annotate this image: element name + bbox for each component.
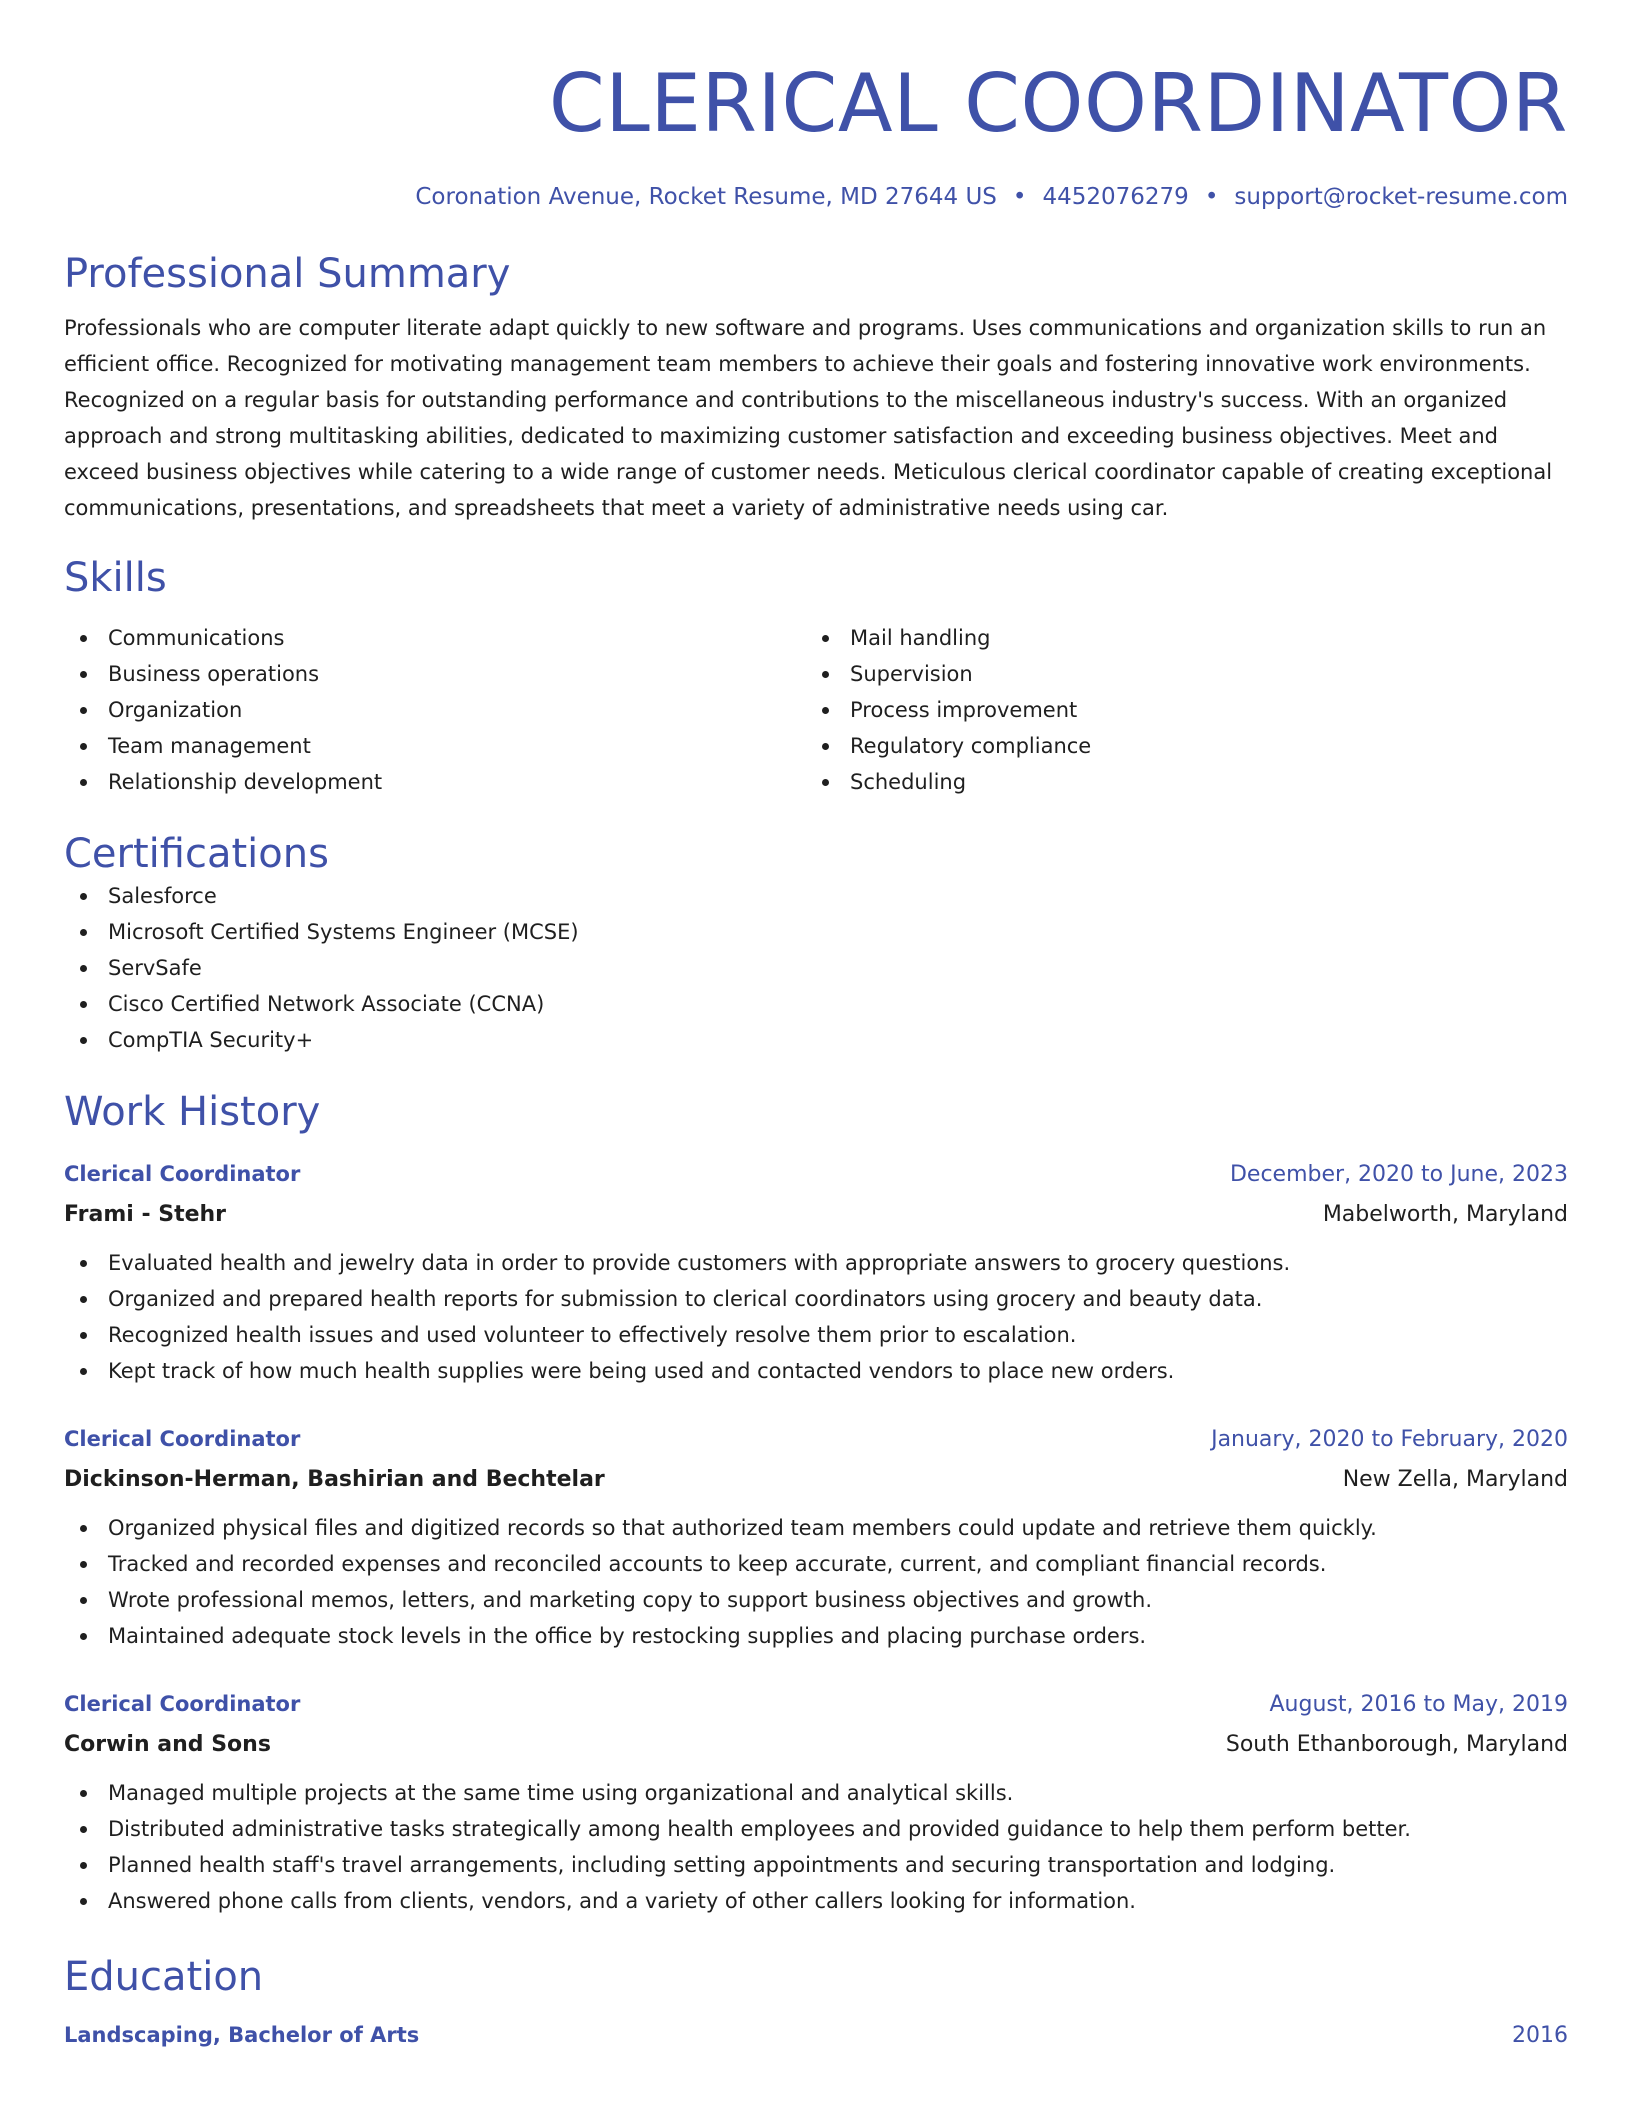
job-dates: August, 2016 to May, 2019 [1269,1692,1568,1717]
job-company-row [64,1195,1568,1235]
skills-left-list [64,620,806,800]
resume-page [64,0,1568,2056]
job-company-row [64,1725,1568,1765]
resume-name: CLERICAL COORDINATOR [548,57,1568,150]
job-dates: December, 2020 to June, 2023 [1229,1162,1568,1187]
job-bullet: Organized physical files and digitized records so that authorized team members could update and retrieve them quickly. [64,1510,1568,1546]
job-location: New Zella, Maryland [1342,1467,1568,1492]
job-header-row [64,1154,1568,1195]
job-bullet: Planned health staff's travel arrangements, including setting appointments and securing transportation and lodging. [64,1847,1568,1883]
contact-separator: • [1204,184,1219,210]
job-bullet: Evaluated health and jewelry data in order to provide customers with appropriate answers to grocery questions. [64,1245,1568,1281]
job-location: Mabelworth, Maryland [1322,1202,1568,1227]
job-bullet: Wrote professional memos, letters, and marketing copy to support business objectives and growth. [64,1582,1568,1618]
contact-phone[interactable]: 4452076279 [1042,184,1189,210]
job-bullet: Managed multiple projects at the same time using organizational and analytical skills. [64,1775,1568,1811]
contact-address: Coronation Avenue, Rocket Resume, MD 27644 US [415,184,997,210]
job-bullet: Answered phone calls from clients, vendors, and a variety of other callers looking for information. [64,1883,1568,1919]
skill-item: Organization [64,692,806,728]
job-bullet: Distributed administrative tasks strategically among health employees and provided guidance to help them perform better. [64,1811,1568,1847]
job-entry [64,1684,1568,1919]
certification-item: Microsoft Certified Systems Engineer (MCSE) [64,914,1568,950]
skill-item: Supervision [806,656,1548,692]
job-bullet: Maintained adequate stock levels in the office by restocking supplies and placing purchase orders. [64,1618,1568,1654]
job-bullet: Tracked and recorded expenses and reconciled accounts to keep accurate, current, and compliant financial records. [64,1546,1568,1582]
education-row [64,2015,1568,2056]
job-location: South Ethanborough, Maryland [1225,1732,1568,1757]
job-header-row [64,1684,1568,1725]
education-year: 2016 [1512,2023,1568,2048]
job-bullets [64,1775,1568,1919]
contact-separator: • [1012,184,1027,210]
certifications-heading: Certifications [64,831,329,877]
job-company: Dickinson-Herman, Bashirian and Bechtelar [64,1467,605,1492]
job-entry [64,1154,1568,1389]
job-header-row [64,1419,1568,1460]
certification-item: Salesforce [64,878,1568,914]
job-entry [64,1419,1568,1654]
contact-email[interactable]: support@rocket-resume.com [1234,184,1568,210]
skills-heading: Skills [64,555,167,601]
work-history-heading: Work History [64,1089,321,1135]
skill-item: Regulatory compliance [806,728,1548,764]
job-title: Clerical Coordinator [64,1692,301,1716]
summary-text: Professionals who are computer literate adapt quickly to new software and programs. Uses communications and organization skills to run an efficient office. Recognized for motivating management team members to achieve their goals and fostering innovative work environments. Recognized on a regular basis for outstanding performance and contributions to the miscellaneous industry's success. With an organized approach and strong multitasking abilities, dedicated to maximizing customer satisfaction and exceeding business objectives. Meet and exceed business objectives while catering to a wide range of customer needs. Meticulous clerical coordinator capable of creating exceptional communications, presentations, and spreadsheets that meet a variety of administrative needs using car. [64,316,1553,520]
skill-item: Communications [64,620,806,656]
certification-item: ServSafe [64,950,1568,986]
contact-line [64,182,1568,212]
education-entry [64,2015,1568,2056]
skill-item: Relationship development [64,764,806,800]
job-bullet: Kept track of how much health supplies were being used and contacted vendors to place new orders. [64,1353,1568,1389]
certification-item: Cisco Certified Network Associate (CCNA) [64,986,1568,1022]
job-title: Clerical Coordinator [64,1427,301,1451]
certification-item: CompTIA Security+ [64,1022,1568,1058]
job-bullet: Organized and prepared health reports for submission to clerical coordinators using grocery and beauty data. [64,1281,1568,1317]
skill-item: Team management [64,728,806,764]
job-company-row [64,1460,1568,1500]
skill-item: Scheduling [806,764,1548,800]
skills-right-list [806,620,1548,800]
job-title: Clerical Coordinator [64,1162,301,1186]
job-bullets [64,1245,1568,1389]
skill-item: Mail handling [806,620,1548,656]
skill-item: Process improvement [806,692,1548,728]
certifications-list [64,878,1568,1058]
education-degree: Landscaping, Bachelor of Arts [64,2023,420,2047]
job-company: Corwin and Sons [64,1732,271,1757]
skills-columns [64,620,1568,800]
job-bullets [64,1510,1568,1654]
job-company: Frami - Stehr [64,1202,227,1227]
education-heading: Education [64,1954,264,2000]
job-bullet: Recognized health issues and used volunteer to effectively resolve them prior to escalation. [64,1317,1568,1353]
summary-heading: Professional Summary [64,251,511,297]
skill-item: Business operations [64,656,806,692]
job-dates: January, 2020 to February, 2020 [1211,1427,1568,1452]
